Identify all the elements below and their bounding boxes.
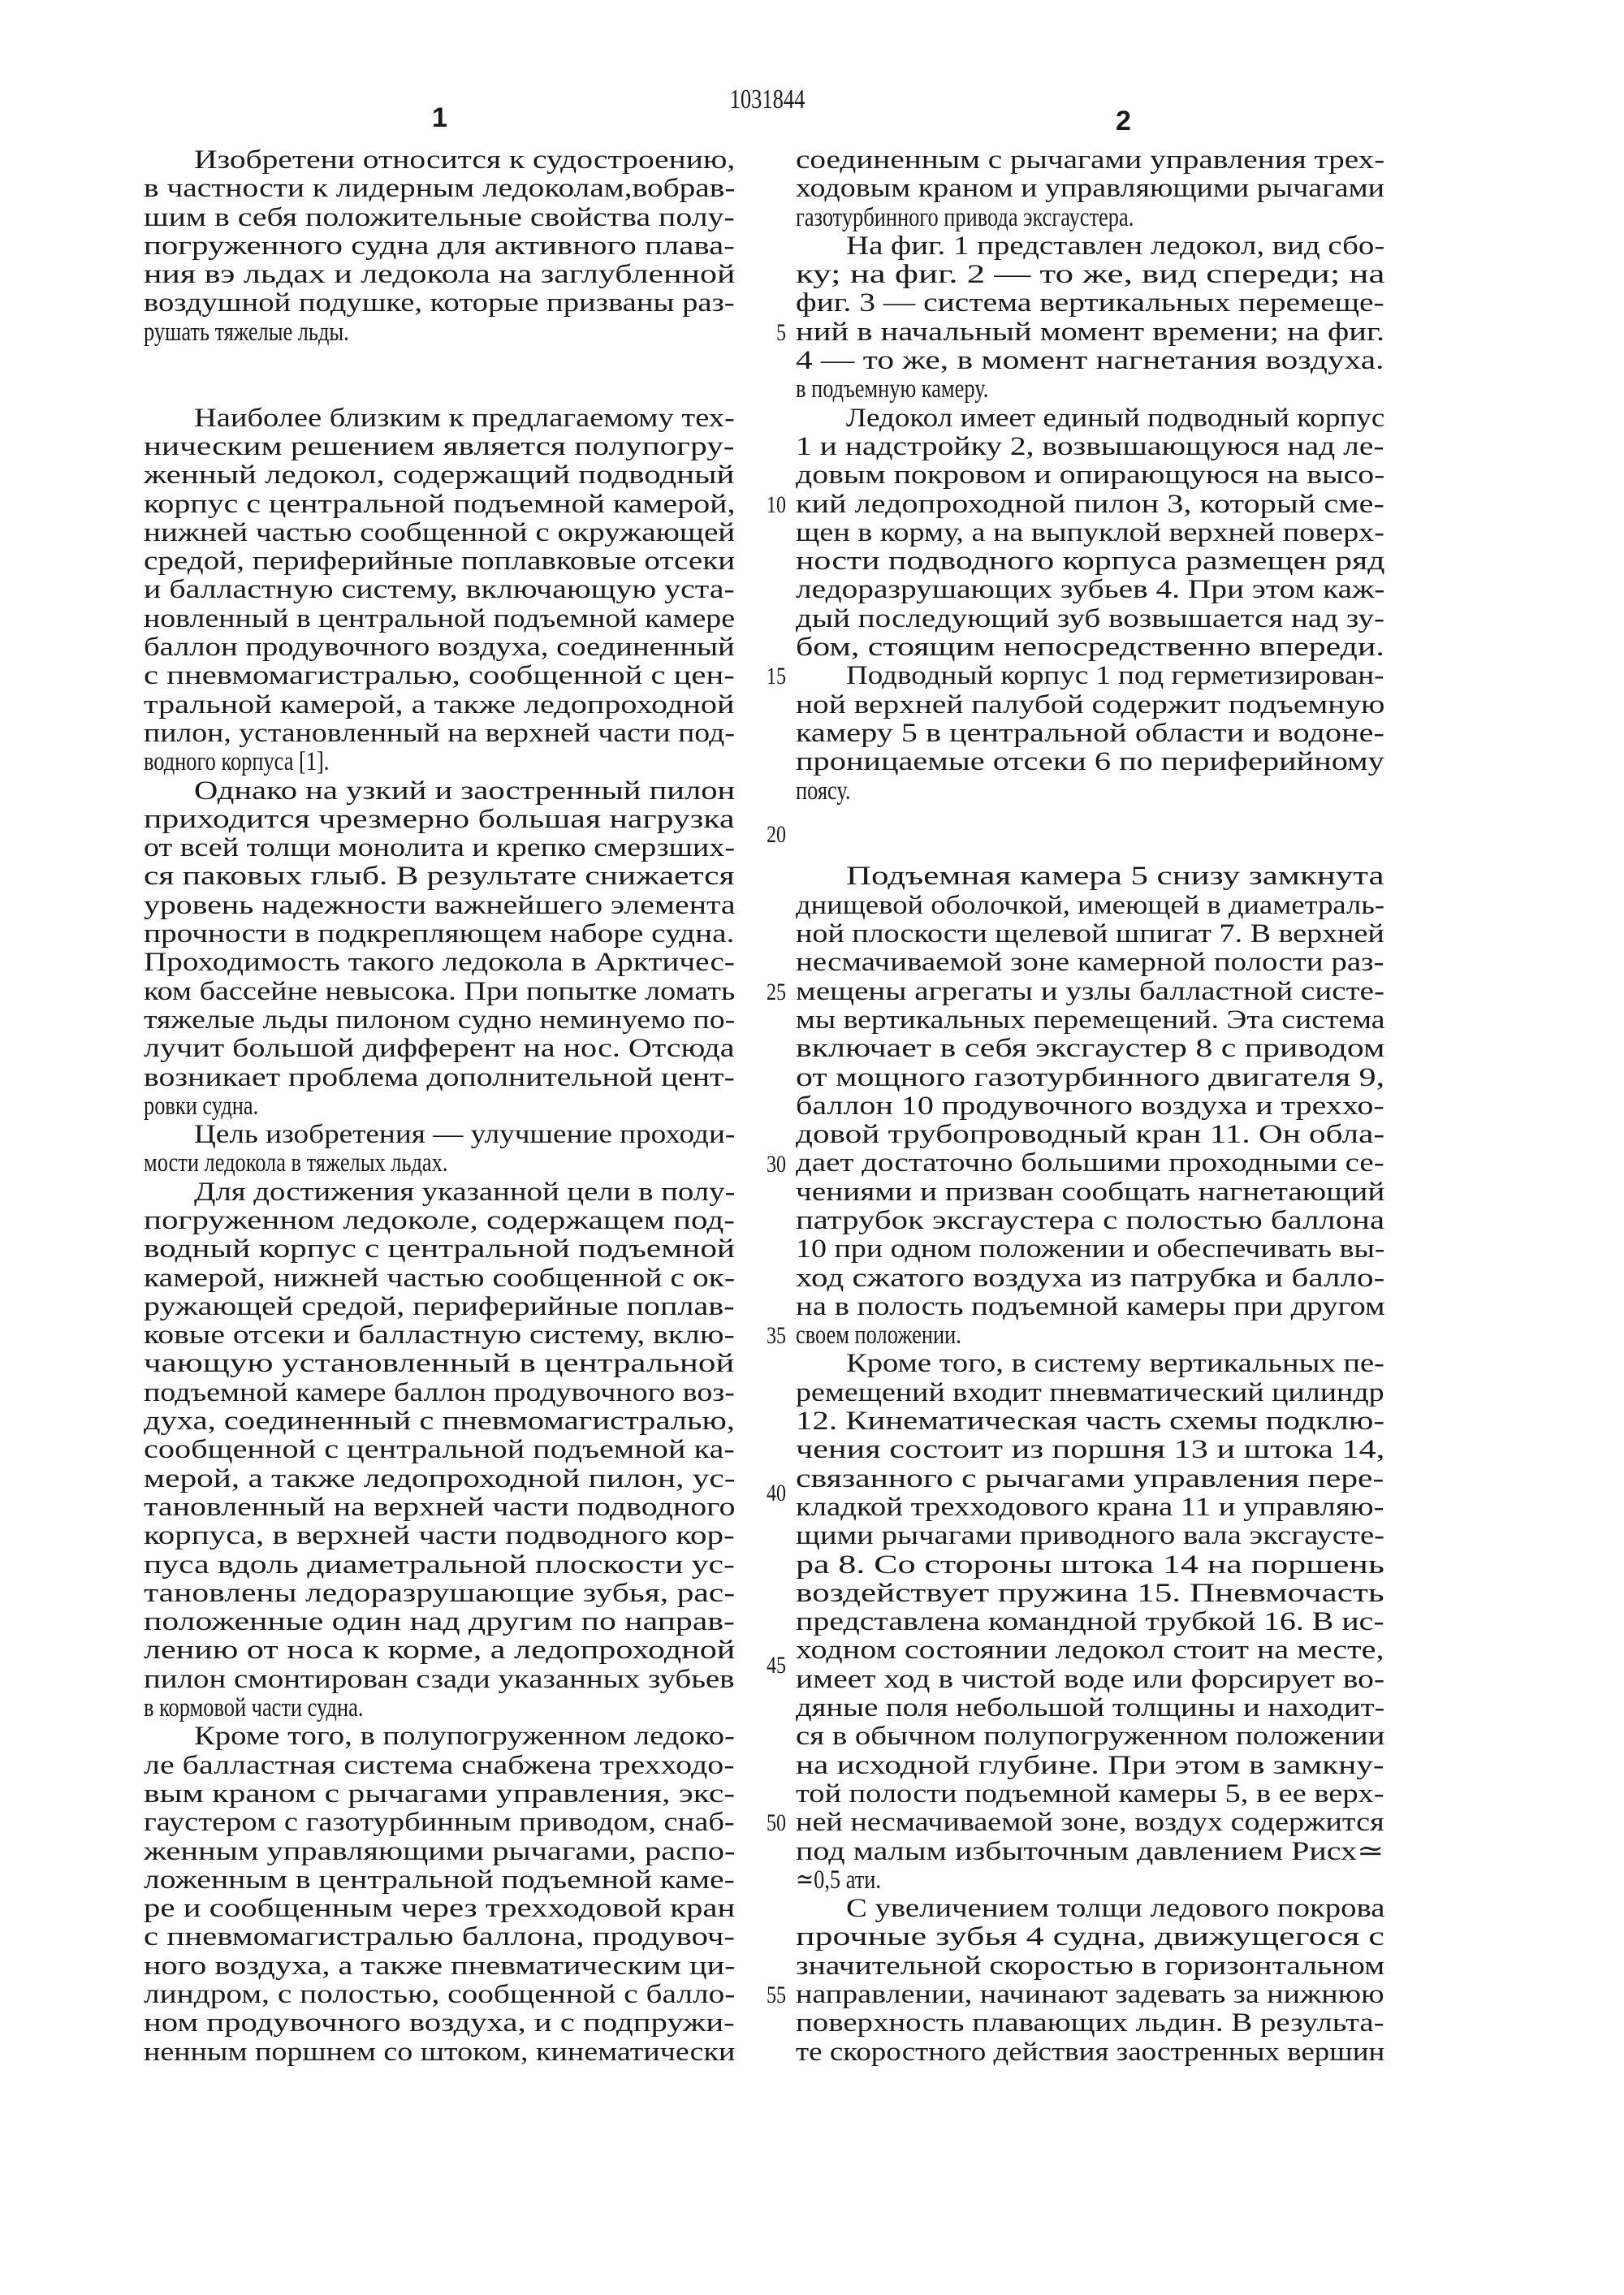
line-text: несмачиваемой зоне камерной полости раз- xyxy=(796,948,1384,978)
left-column xyxy=(144,146,735,2067)
line-text: корпуса, в верхней части подводного кор- xyxy=(144,1521,735,1551)
line-text: чающую установленный в центральной xyxy=(144,1349,735,1379)
text-line xyxy=(796,204,1384,232)
line-text: Изобретени относится к судостроению, xyxy=(194,145,736,175)
line-text: мерой, а также ледопроходной пилон, ус- xyxy=(144,1463,736,1493)
text-line xyxy=(144,662,735,690)
line-text: кладкой трехходового крана 11 и управляю- xyxy=(796,1492,1384,1522)
line-text: Цель изобретения — улучшение проходи- xyxy=(194,1120,736,1150)
text-line xyxy=(144,175,735,203)
line-text: ра 8. Со стороны штока 14 на поршень xyxy=(796,1549,1384,1580)
line-text: поясу. xyxy=(796,776,851,806)
text-line xyxy=(796,1293,1384,1321)
line-text: женным управляющими рычагами, распо- xyxy=(144,1836,736,1866)
blank-line xyxy=(144,375,735,404)
line-text: погруженном ледоколе, содержащем под- xyxy=(144,1205,735,1235)
line-text: ком бассейне невысока. При попытке ломать xyxy=(144,976,736,1006)
text-line xyxy=(796,1493,1384,1522)
line-text: духа, соединенный с пневмомагистралью, xyxy=(144,1407,735,1437)
text-line xyxy=(144,1923,735,1951)
text-line xyxy=(144,1809,735,1837)
text-line xyxy=(144,978,735,1006)
line-text: в кормовой части судна. xyxy=(144,1693,364,1723)
text-line xyxy=(144,1178,735,1207)
line-text: лению от носа к корме, а ледопроходной xyxy=(144,1636,736,1666)
line-text: новленный в центральной подъемной камере xyxy=(144,603,735,633)
text-line xyxy=(144,1608,735,1636)
text-line xyxy=(144,146,735,175)
line-text: ре и сообщенным через трехходовой кран xyxy=(144,1894,736,1924)
text-line xyxy=(144,862,735,891)
line-text: пуса вдоль диаметральной плоскости ус- xyxy=(144,1549,735,1580)
text-line xyxy=(144,1493,735,1522)
text-line xyxy=(144,491,735,519)
text-line xyxy=(796,1465,1384,1493)
text-line xyxy=(144,461,735,490)
line-text: ном продувочного воздуха, и с подпружи- xyxy=(144,2008,735,2038)
text-line xyxy=(144,1895,735,1923)
line-number-marker: 35 xyxy=(767,1322,786,1350)
text-line xyxy=(796,691,1384,720)
line-text: сообщенной с центральной подъемной ка- xyxy=(144,1435,735,1465)
line-text: дает достаточно большими проходными се- xyxy=(796,1148,1384,1178)
line-text: на исходной глубине. При этом в замкну- xyxy=(796,1750,1384,1780)
line-text: чениями и призван сообщать нагнетающий xyxy=(796,1177,1385,1207)
text-line xyxy=(796,1436,1384,1464)
text-line xyxy=(144,1952,735,1981)
line-text: С увеличением толщи ледового покрова xyxy=(846,1894,1385,1924)
text-line xyxy=(144,1064,735,1092)
text-line xyxy=(144,1866,735,1895)
text-line xyxy=(796,1608,1384,1636)
text-line xyxy=(796,1952,1384,1981)
line-text: щими рычагами приводного вала эксгаусте- xyxy=(796,1521,1385,1551)
line-text: пилон смонтирован сзади указанных зубьев xyxy=(144,1664,735,1694)
line-text: ся в обычном полупогруженном положении xyxy=(796,1722,1385,1752)
line-text: представлена командной трубкой 16. В ис- xyxy=(796,1607,1384,1637)
line-text: 4 — то же, в момент нагнетания воздуха. xyxy=(796,346,1384,376)
text-line xyxy=(144,748,735,776)
text-line xyxy=(796,2038,1384,2067)
line-text: ходовым краном и управляющими рычагами xyxy=(796,174,1384,204)
line-text: Кроме того, в полупогруженном ледоко- xyxy=(194,1722,735,1752)
line-text: Подводный корпус 1 под герметизирован- xyxy=(846,661,1384,691)
line-text: ся паковых глыб. В результате снижается xyxy=(144,862,735,892)
text-line xyxy=(796,1694,1384,1722)
text-line xyxy=(796,920,1384,949)
line-text: средой, периферийные поплавковые отсеки xyxy=(144,547,736,577)
line-text: Для достижения указанной цели в полу- xyxy=(194,1177,736,1207)
text-line xyxy=(144,1694,735,1722)
text-line xyxy=(144,720,735,748)
line-text: направлении, начинают задевать за нижнюю xyxy=(796,1980,1384,2009)
line-text: 1 и надстройку 2, возвышающуюся над ле- xyxy=(796,431,1384,461)
text-line xyxy=(144,289,735,318)
text-line xyxy=(796,2009,1384,2038)
text-line xyxy=(144,1149,735,1178)
text-line xyxy=(796,1035,1384,1063)
line-text: ненным поршнем со штоком, кинематически xyxy=(144,2037,736,2067)
line-text: ремещений входит пневматический цилиндр xyxy=(796,1377,1384,1407)
line-text: баллон 10 продувочного воздуха и треххо- xyxy=(796,1091,1384,1121)
line-text: и балластную систему, включающую уста- xyxy=(144,575,735,605)
line-text: ной плоскости щелевой шпигат 7. В верхней xyxy=(796,919,1384,949)
line-text: погруженного судна для активного плава- xyxy=(144,231,735,261)
line-text: патрубок эксгаустера с полостью баллона xyxy=(796,1205,1385,1235)
line-text: тановленный на верхней части подводного xyxy=(144,1492,736,1522)
text-line xyxy=(144,318,735,347)
text-line xyxy=(144,1752,735,1780)
line-text: водный корпус с центральной подъемной xyxy=(144,1234,735,1264)
text-line xyxy=(796,1752,1384,1780)
text-line xyxy=(796,146,1384,175)
text-line xyxy=(796,1006,1384,1035)
text-line xyxy=(796,1350,1384,1378)
line-number-marker: 10 xyxy=(767,491,786,518)
line-text: ническим решением является полупогру- xyxy=(144,431,735,461)
text-line xyxy=(796,777,1384,806)
text-line xyxy=(796,1121,1384,1149)
text-line xyxy=(144,1235,735,1264)
text-line xyxy=(796,1178,1384,1207)
text-line xyxy=(144,433,735,461)
line-text: ного воздуха, а также пневматическим ци- xyxy=(144,1951,736,1981)
line-text: ней несмачиваемой зоне, воздух содержится xyxy=(796,1808,1384,1838)
text-line xyxy=(796,433,1384,461)
text-line xyxy=(144,605,735,633)
text-line xyxy=(144,1522,735,1550)
text-line xyxy=(796,1923,1384,1951)
text-line xyxy=(144,892,735,920)
line-text: соединенным с рычагами управления трех- xyxy=(796,145,1385,175)
text-line xyxy=(796,404,1384,433)
text-line xyxy=(144,2038,735,2067)
text-line xyxy=(144,1321,735,1350)
line-text: Подъемная камера 5 снизу замкнута xyxy=(846,862,1384,892)
line-text: те скоростного действия заостренных вершин xyxy=(796,2037,1385,2067)
line-text: 10 при одном положении и обеспечивать вы- xyxy=(796,1234,1385,1264)
text-line xyxy=(144,920,735,949)
text-line xyxy=(144,576,735,604)
text-line xyxy=(796,720,1384,748)
text-line xyxy=(796,1064,1384,1092)
line-text: ний в начальный момент времени; на фиг. xyxy=(796,317,1385,347)
line-text: камерой, нижней частью сообщенной с ок- xyxy=(144,1263,736,1293)
line-text: Однако на узкий и заостренный пилон xyxy=(194,776,736,806)
text-line xyxy=(144,1293,735,1321)
line-text: от мощного газотурбинного двигателя 9, xyxy=(796,1062,1385,1092)
line-text: ход сжатого воздуха из патрубка и балло- xyxy=(796,1263,1385,1293)
line-number-marker: 45 xyxy=(767,1652,786,1679)
line-number-marker: 50 xyxy=(767,1809,786,1837)
line-text: На фиг. 1 представлен ледокол, вид сбо- xyxy=(846,231,1385,261)
line-text: приходится чрезмерно большая нагрузка xyxy=(144,804,735,834)
text-line xyxy=(796,1866,1384,1895)
text-line xyxy=(144,1666,735,1694)
text-line xyxy=(796,978,1384,1006)
text-line xyxy=(796,1207,1384,1235)
text-line xyxy=(796,1235,1384,1264)
text-line xyxy=(144,1121,735,1149)
line-text: Ледокол имеет единый подводный корпус xyxy=(846,403,1385,433)
text-line xyxy=(144,834,735,862)
line-text: ≃0,5 ати. xyxy=(796,1865,882,1895)
text-line xyxy=(796,1780,1384,1809)
text-line xyxy=(796,633,1384,662)
line-text: ружающей средой, периферийные поплав- xyxy=(144,1291,735,1321)
line-number-marker: 30 xyxy=(767,1150,786,1178)
line-text: нижней частью сообщенной с окружающей xyxy=(144,517,736,547)
line-number-marker: 25 xyxy=(767,978,786,1005)
text-line xyxy=(144,1636,735,1665)
line-number-marker: 15 xyxy=(767,663,786,690)
line-text: в частности к лидерным ледоколам,вобрав- xyxy=(144,174,736,204)
line-text: линдром, с полостью, сообщенной с балло- xyxy=(144,1980,736,2009)
line-text: в подъемную камеру. xyxy=(796,374,989,404)
line-number-marker: 20 xyxy=(767,820,786,848)
text-line xyxy=(796,1522,1384,1550)
text-line xyxy=(796,1264,1384,1293)
line-text: мости ледокола в тяжелых льдах. xyxy=(144,1148,448,1178)
text-line xyxy=(796,1551,1384,1580)
line-text: водного корпуса [1]. xyxy=(144,747,330,777)
text-line xyxy=(796,1321,1384,1350)
text-line xyxy=(144,1838,735,1866)
text-line xyxy=(144,633,735,662)
line-text: ле балластная система снабжена трехходо- xyxy=(144,1750,735,1780)
line-text: бом, стоящим непосредственно впереди. xyxy=(796,633,1384,663)
text-line xyxy=(144,204,735,232)
line-text: на в полость подъемной камеры при другом xyxy=(796,1291,1385,1321)
text-line xyxy=(796,289,1384,318)
line-text: шим в себя положительные свойства полу- xyxy=(144,202,735,232)
line-text: кий ледопроходной пилон 3, который сме- xyxy=(796,489,1384,519)
text-line xyxy=(144,1035,735,1063)
line-text: ности подводного корпуса размещен ряд xyxy=(796,547,1385,577)
text-line xyxy=(796,1092,1384,1121)
text-line xyxy=(144,691,735,720)
line-text: Кроме того, в систему вертикальных пе- xyxy=(846,1349,1384,1379)
text-line xyxy=(144,1264,735,1293)
line-text: положенные один над другим по направ- xyxy=(144,1607,735,1637)
text-line xyxy=(796,1722,1384,1751)
line-text: прочности в подкрепляющем наборе судна. xyxy=(144,919,735,949)
line-text: проницаемые отсеки 6 по периферийному xyxy=(796,747,1384,777)
text-line xyxy=(796,862,1384,891)
blank-line xyxy=(144,347,735,375)
line-text: пилон, установленный на верхней части под- xyxy=(144,718,735,748)
line-text: под малым избыточным давлением Pисх≃ xyxy=(796,1836,1384,1866)
text-line xyxy=(796,519,1384,547)
blank-line xyxy=(796,834,1384,862)
text-line xyxy=(796,347,1384,375)
text-line xyxy=(144,1407,735,1436)
column-number-left: 1 xyxy=(432,102,447,133)
text-line xyxy=(796,261,1384,289)
text-line xyxy=(796,375,1384,404)
line-text: ложенным в центральной подъемной каме- xyxy=(144,1865,735,1895)
line-text: мы вертикальных перемещений. Эта система xyxy=(796,1005,1385,1035)
line-text: щен в корму, а на выпуклой верхней поверх- xyxy=(796,517,1384,547)
line-text: дый последующий зуб возвышается над зу- xyxy=(796,603,1384,633)
line-text: ковые отсеки и балластную систему, вклю- xyxy=(144,1320,735,1351)
line-text: дяные поля небольшой толщины и находит- xyxy=(796,1693,1385,1723)
line-text: с пневмомагистралью баллона, продувоч- xyxy=(144,1922,736,1952)
line-text: Наиболее близким к предлагаемому тех- xyxy=(194,403,735,433)
line-text: от всей толщи монолита и крепко смерзших- xyxy=(144,833,736,863)
text-line xyxy=(796,748,1384,776)
text-line xyxy=(796,318,1384,347)
text-line xyxy=(796,1838,1384,1866)
text-line xyxy=(144,1006,735,1035)
line-text: мещены агрегаты и узлы балластной систе- xyxy=(796,976,1384,1006)
line-text: лучит большой дифферент на нос. Отсюда xyxy=(144,1034,735,1064)
line-text: газотурбинного привода эксгаустера. xyxy=(796,202,1134,232)
text-line xyxy=(796,1580,1384,1608)
line-text: включает в себя эксгаустер 8 с приводом xyxy=(796,1034,1385,1064)
text-line xyxy=(144,806,735,834)
text-line xyxy=(796,1407,1384,1436)
text-line xyxy=(144,1350,735,1378)
line-number-marker: 55 xyxy=(767,1982,786,2009)
text-line xyxy=(144,1580,735,1608)
text-line xyxy=(796,1666,1384,1694)
blank-line xyxy=(796,806,1384,834)
text-line xyxy=(796,892,1384,920)
line-text: той полости подъемной камеры 5, в ее верх- xyxy=(796,1779,1384,1809)
line-text: гаустером с газотурбинным приводом, снаб- xyxy=(144,1808,735,1838)
text-line xyxy=(796,576,1384,604)
text-line xyxy=(796,491,1384,519)
text-line xyxy=(144,1207,735,1235)
line-text: ку; на фиг. 2 — то же, вид спереди; на xyxy=(796,260,1385,290)
text-line xyxy=(144,2009,735,2038)
text-line xyxy=(144,777,735,806)
line-text: уровень надежности важнейшего элемента xyxy=(144,890,736,920)
line-text: баллон продувочного воздуха, соединенный xyxy=(144,633,735,663)
text-line xyxy=(144,1465,735,1493)
text-line xyxy=(144,1981,735,2009)
text-line xyxy=(796,1379,1384,1407)
patent-number: 1031844 xyxy=(729,84,806,115)
line-text: ния вэ льдах и ледокола на заглубленной xyxy=(144,260,736,290)
line-text: ледоразрушающих зубьев 4. При этом каж- xyxy=(796,575,1385,605)
line-text: камеру 5 в центральной области и водоне- xyxy=(796,718,1384,748)
right-column xyxy=(796,146,1384,2067)
line-text: тановлены ледоразрушающие зубья, рас- xyxy=(144,1578,736,1608)
line-text: тральной камерой, а также ледопроходной xyxy=(144,689,735,720)
text-line xyxy=(796,1636,1384,1665)
line-text: вым краном с рычагами управления, экс- xyxy=(144,1779,736,1809)
line-text: чения состоит из поршня 13 и штока 14, xyxy=(796,1435,1385,1465)
text-line xyxy=(796,547,1384,576)
text-line xyxy=(144,1379,735,1407)
text-line xyxy=(796,949,1384,977)
column-number-right: 2 xyxy=(1116,106,1131,136)
text-line xyxy=(144,547,735,576)
line-text: значительной скоростью в горизонтальном xyxy=(796,1951,1385,1981)
text-line xyxy=(144,1722,735,1751)
line-text: с пневмомагистралью, сообщенной с цен- xyxy=(144,661,735,691)
text-line xyxy=(144,519,735,547)
line-text: днищевой оболочкой, имеющей в диаметраль- xyxy=(796,890,1385,920)
text-line xyxy=(796,1809,1384,1837)
text-line xyxy=(144,1436,735,1464)
line-text: довым покровом и опирающуюся на высо- xyxy=(796,460,1385,491)
line-text: своем положении. xyxy=(796,1320,961,1351)
line-text: возникает проблема дополнительной цент- xyxy=(144,1062,735,1092)
line-text: довой трубопроводный кран 11. Он обла- xyxy=(796,1120,1385,1150)
text-line xyxy=(796,1981,1384,2009)
line-text: воздушной подушке, которые призваны раз- xyxy=(144,288,735,318)
text-line xyxy=(144,261,735,289)
line-text: фиг. 3 — система вертикальных перемеще- xyxy=(796,288,1384,318)
line-text: воздействует пружина 15. Пневмочасть xyxy=(796,1578,1384,1608)
line-text: 12. Кинематическая часть схемы подклю- xyxy=(796,1407,1384,1437)
line-text: ходном состоянии ледокол стоит на месте, xyxy=(796,1636,1384,1666)
text-line xyxy=(796,1895,1384,1923)
line-text: подъемной камере баллон продувочного воз- xyxy=(144,1377,735,1407)
text-line xyxy=(796,175,1384,203)
line-text: поверхность плавающих льдин. В результа- xyxy=(796,2008,1384,2038)
line-number-marker: 40 xyxy=(767,1480,786,1507)
text-line xyxy=(796,605,1384,633)
line-text: тяжелые льды пилоном судно неминуемо по- xyxy=(144,1005,736,1035)
line-text: ровки судна. xyxy=(144,1091,259,1121)
line-text: Проходимость такого ледокола в Арктичес- xyxy=(144,948,735,978)
line-number-marker: 5 xyxy=(776,318,786,346)
text-line xyxy=(144,232,735,261)
text-line xyxy=(144,1092,735,1121)
line-text: связанного с рычагами управления пере- xyxy=(796,1463,1384,1493)
line-text: ной верхней палубой содержит подъемную xyxy=(796,689,1385,720)
text-line xyxy=(796,1149,1384,1178)
text-line xyxy=(144,949,735,977)
text-line xyxy=(144,1551,735,1580)
text-line xyxy=(796,461,1384,490)
text-line xyxy=(144,1780,735,1809)
text-line xyxy=(796,662,1384,690)
line-text: рушать тяжелые льды. xyxy=(144,317,349,347)
line-text: прочные зубья 4 судна, движущегося с xyxy=(796,1922,1384,1952)
text-line xyxy=(796,232,1384,261)
line-text: имеет ход в чистой воде или форсирует во- xyxy=(796,1664,1385,1694)
text-line xyxy=(144,404,735,433)
line-text: женный ледокол, содержащий подводный xyxy=(144,460,735,491)
line-text: корпус с центральной подъемной камерой, xyxy=(144,489,736,519)
